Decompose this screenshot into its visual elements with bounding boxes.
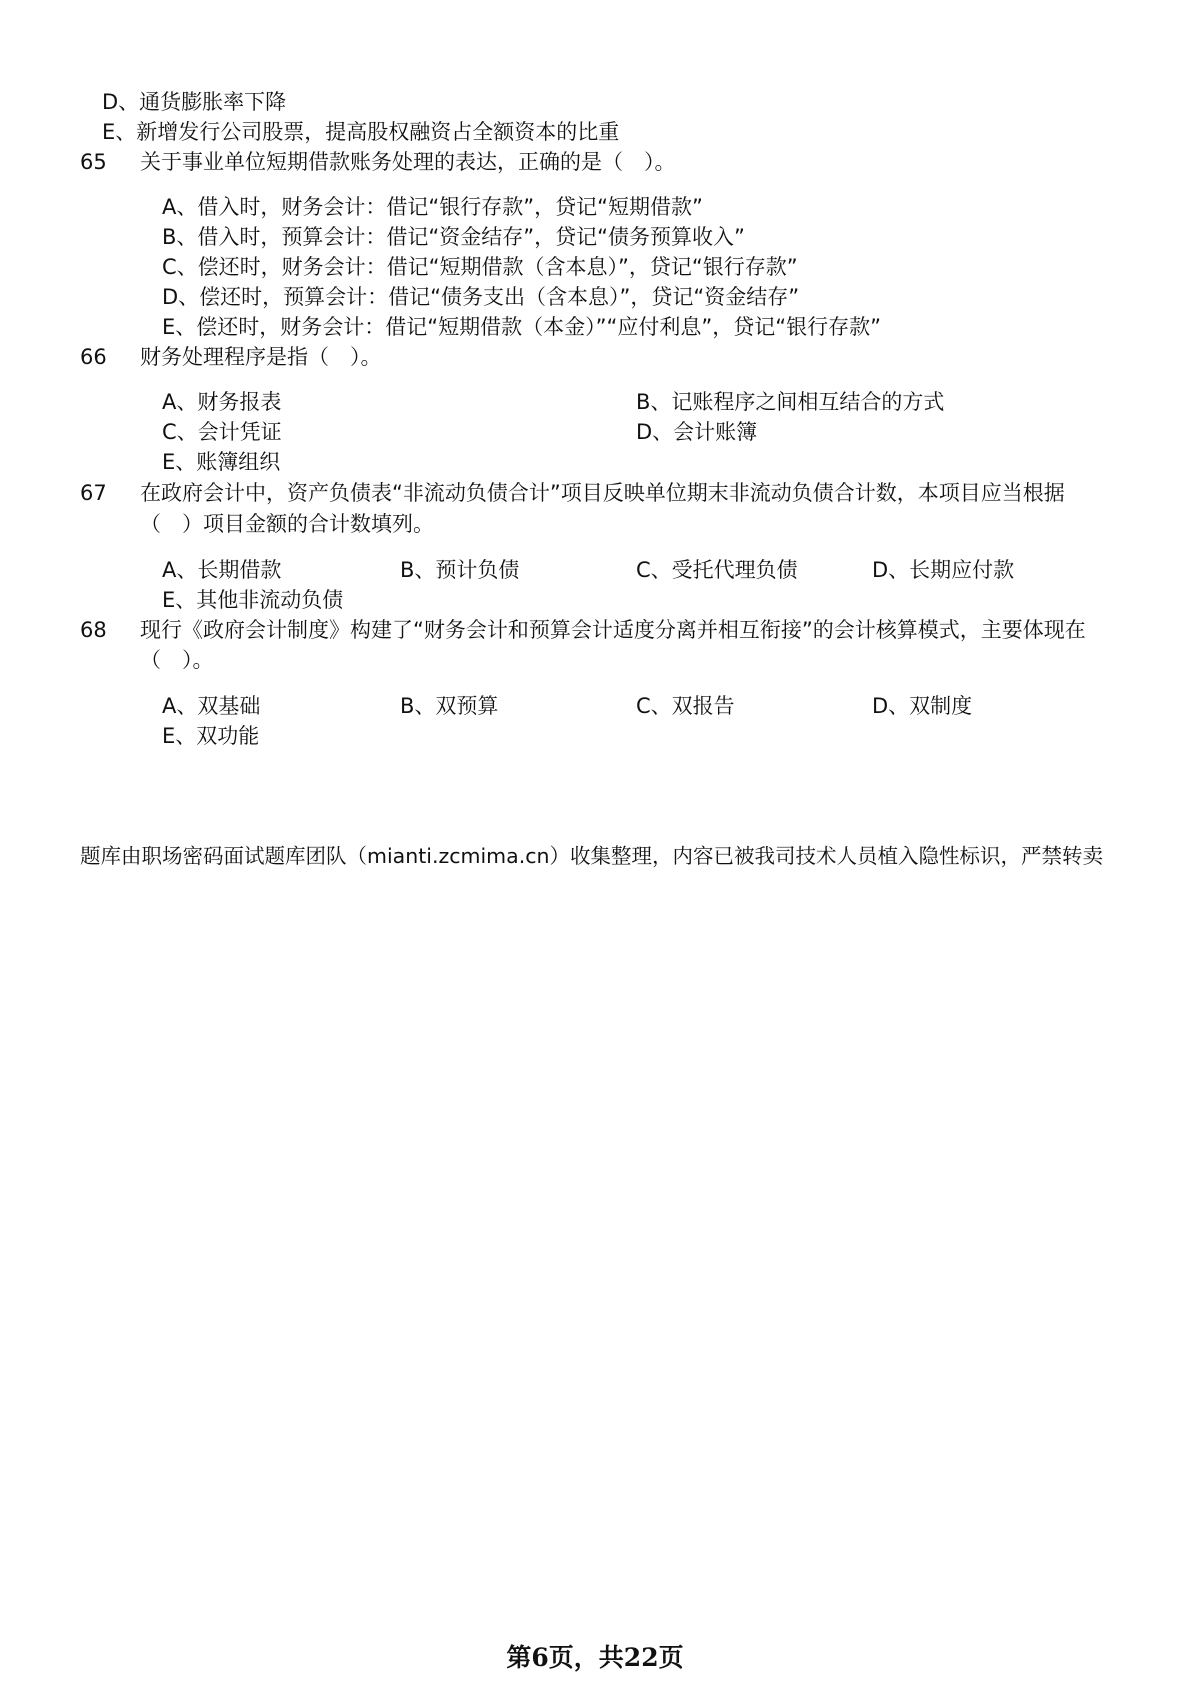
option-d: D、长期应付款 [872,558,1015,582]
option-b: B、双预算 [400,694,499,718]
option-e: E、新增发行公司股票，提高股权融资占全额资本的比重 [102,120,620,144]
option-b: B、借入时，预算会计：借记“资金结存”，贷记“债务预算收入” [162,225,745,249]
option-a: A、双基础 [162,694,261,718]
option-d: D、会计账簿 [636,420,758,444]
option-d: D、偿还时，预算会计：借记“债务支出（含本息）”，贷记“资金结存” [162,285,800,309]
option-e: E、双功能 [162,724,260,748]
question-stem: 关于事业单位短期借款账务处理的表达，正确的是（ ）。 [140,150,676,174]
option-a: A、借入时，财务会计：借记“银行存款”，贷记“短期借款” [162,195,703,219]
question-stem-continued: （ ）。 [140,648,214,672]
option-e: E、偿还时，财务会计：借记“短期借款（本金）”“应付利息”，贷记“银行存款” [162,315,882,339]
question-stem: 财务处理程序是指（ ）。 [140,345,382,369]
question-number: 68 [80,618,107,642]
question-stem-continued: （ ）项目金额的合计数填列。 [140,512,434,536]
option-d: D、通货膨胀率下降 [102,90,287,114]
option-d: D、双制度 [872,694,973,718]
option-b: B、预计负债 [400,558,520,582]
question-stem: 在政府会计中，资产负债表“非流动负债合计”项目反映单位期末非流动负债合计数，本项目应当根据 [140,481,1065,505]
option-e: E、账簿组织 [162,450,281,474]
question-number: 66 [80,345,107,369]
option-c: C、会计凭证 [162,420,282,444]
copyright-note: 题库由职场密码面试题库团队（mianti.zcmima.cn）收集整理，内容已被我司技术人员植入隐性标识，严禁转卖 [80,844,1103,868]
option-c: C、受托代理负债 [636,558,798,582]
question-number: 65 [80,150,107,174]
page-number: 第6页，共22页 [506,1643,684,1672]
option-a: A、长期借款 [162,558,282,582]
option-c: C、双报告 [636,694,735,718]
option-c: C、偿还时，财务会计：借记“短期借款（含本息）”，贷记“银行存款” [162,255,798,279]
question-stem: 现行《政府会计制度》构建了“财务会计和预算会计适度分离并相互衔接”的会计核算模式，主要体现在 [140,618,1086,642]
option-e: E、其他非流动负债 [162,588,344,612]
option-a: A、财务报表 [162,390,282,414]
question-number: 67 [80,481,107,505]
option-b: B、记账程序之间相互结合的方式 [636,390,945,414]
